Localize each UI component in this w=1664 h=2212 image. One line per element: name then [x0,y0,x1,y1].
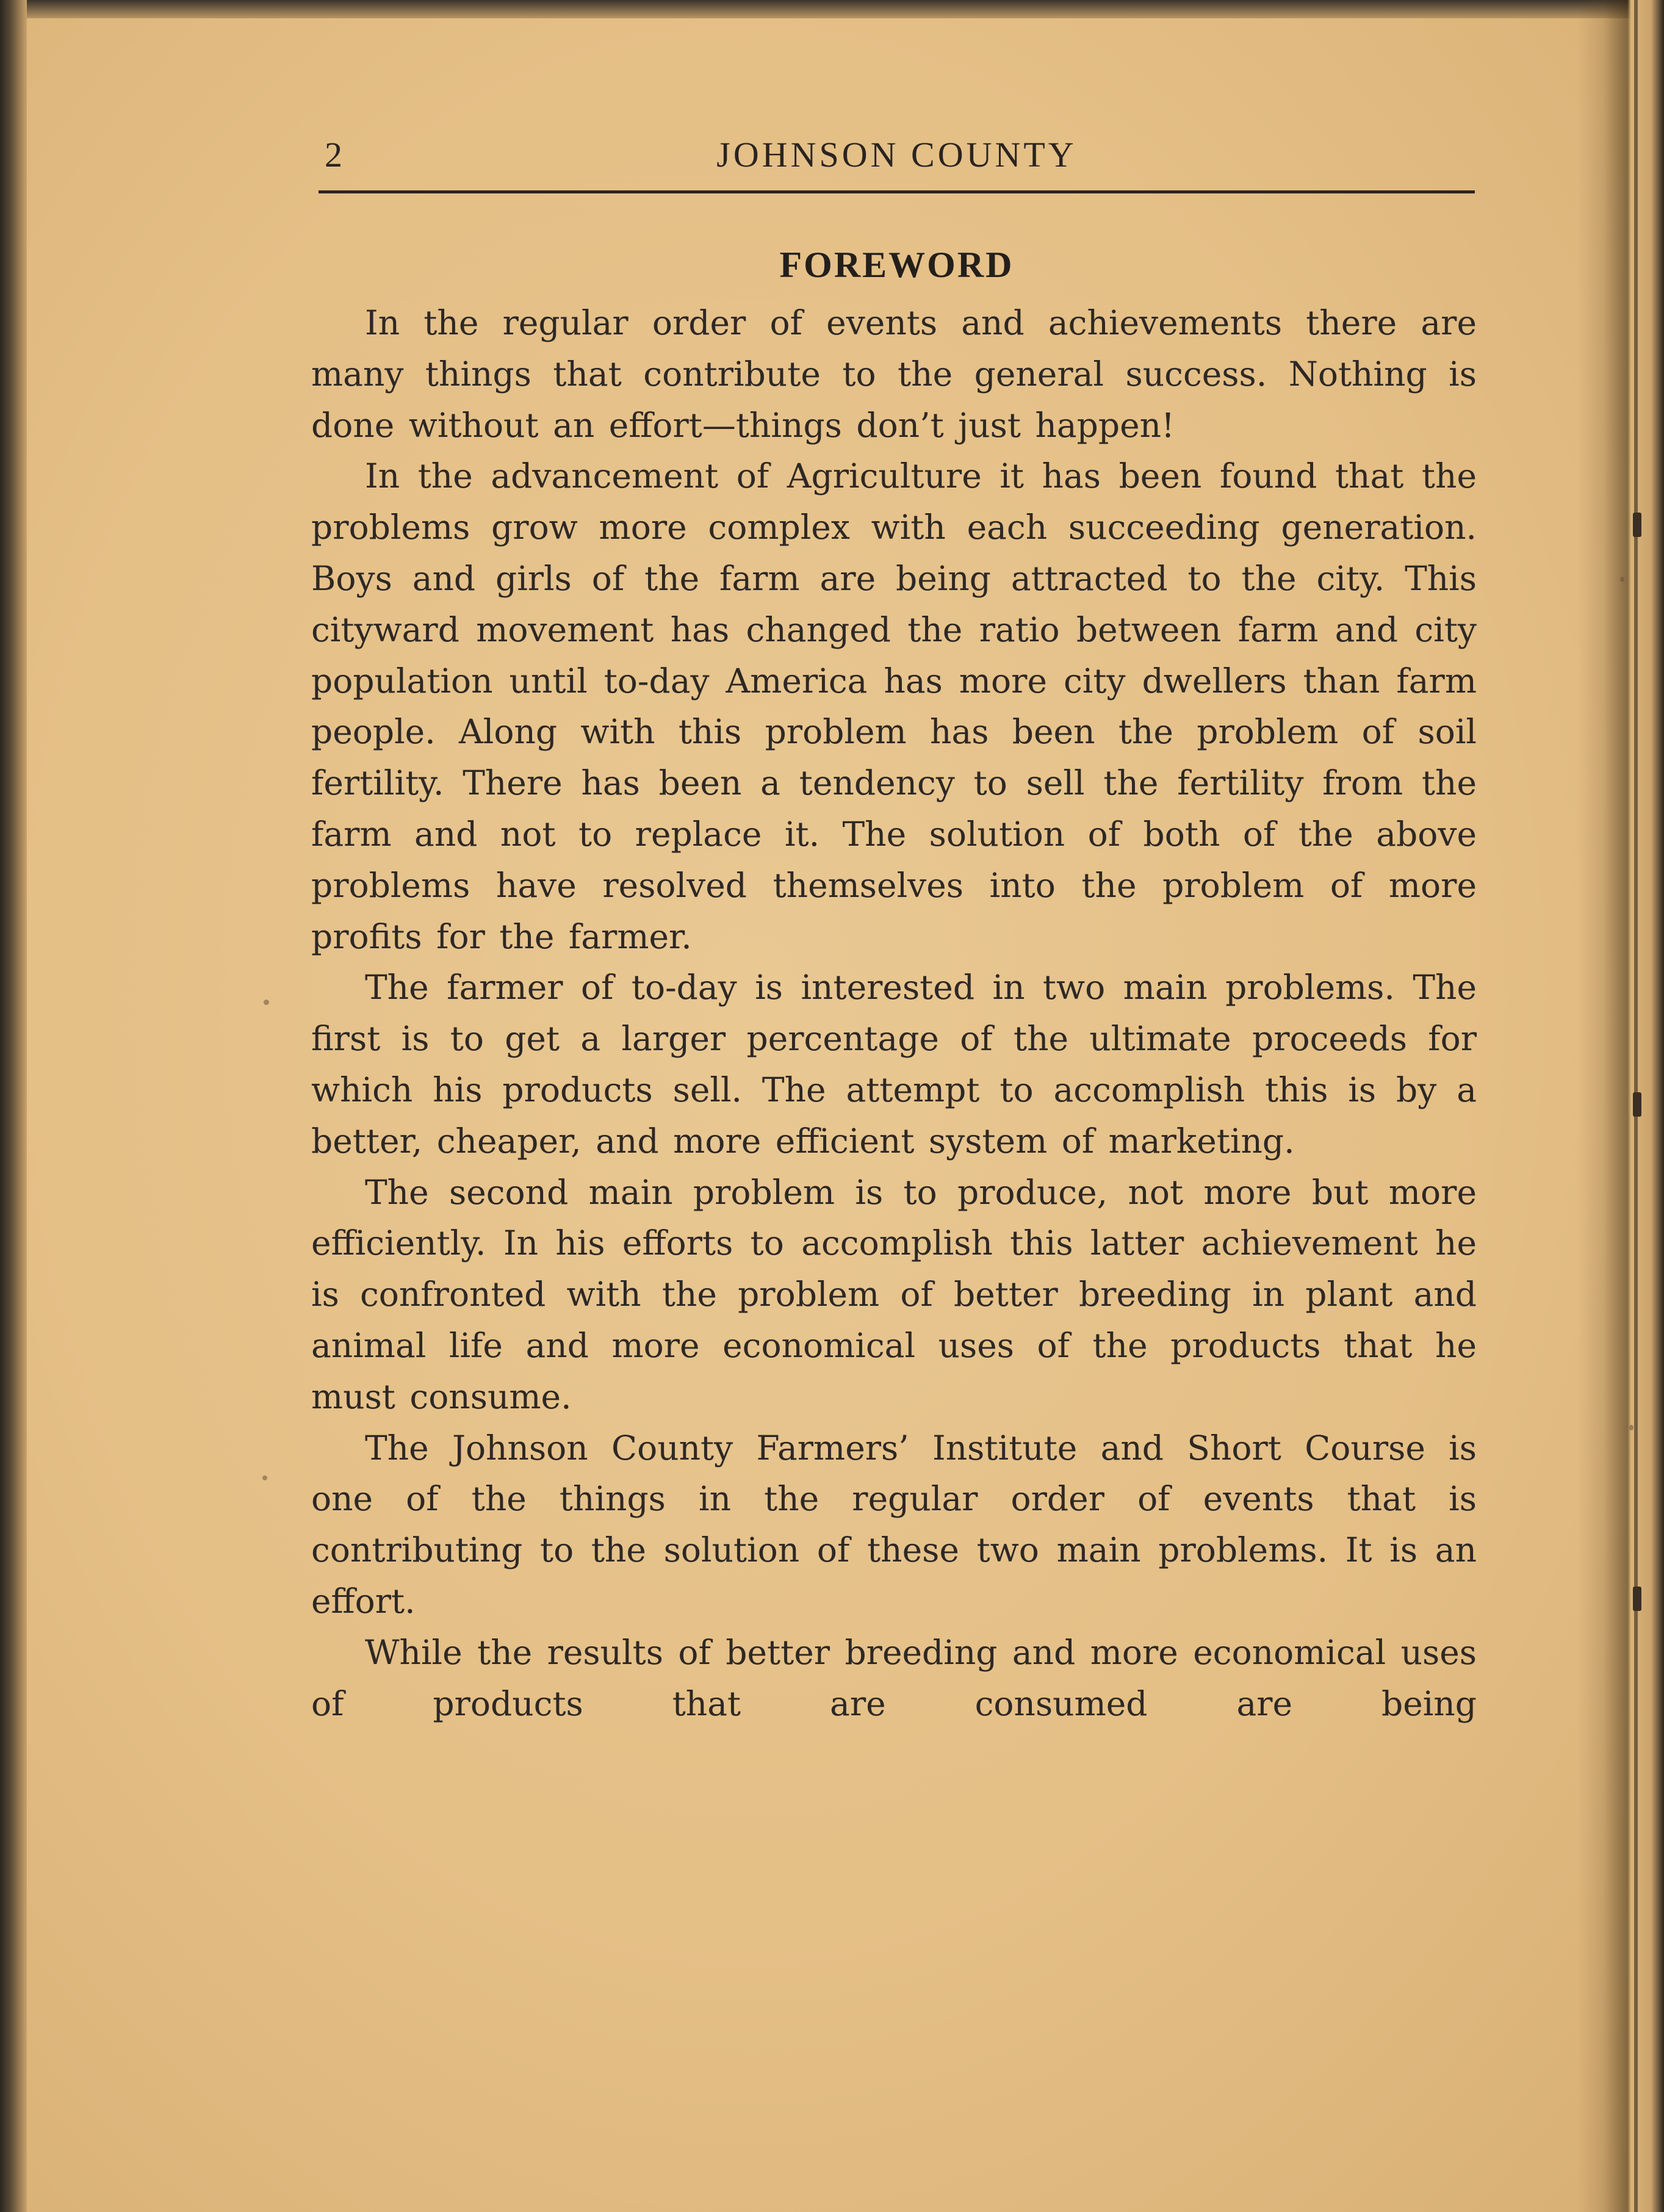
paragraph: The Johnson County Farmers’ Institute and Short Course is one of the things in the regular order of events that is contributing to the solution of these two main problems. It is an effort. [311,1428,1477,1621]
running-head: JOHNSON COUNTY [716,135,1077,175]
paragraph: The second main problem is to produce, not more but more efficiently. In his efforts to accomplish this latter achievement he is confronted with the problem of better breeding in plant and animal life and more economical uses of the products that he must consume. [311,1172,1477,1416]
binding-staple [1633,1092,1641,1117]
paper-speck [1620,577,1624,582]
binding-staple [1633,513,1641,537]
binding-staple [1633,1587,1641,1611]
page-number: 2 [325,135,344,175]
paragraph: In the advancement of Agriculture it has been found that the problems grow more complex with each succeeding generation. Boys and girls of the farm are being attracted to the city. This cityward movement has changed the ratio between farm and city population until to-day America has more city dwellers than farm people. Along with this problem has been the problem of soil fertility. There has been a tendency to sell the fertility from the farm and not to replace it. The solution of both of the above problems have resolved themselves into the problem of more profits for the farmer. [311,456,1477,956]
scan-top-edge [0,0,1664,18]
paragraph: In the regular order of events and achievements there are many things that contribute to the general success. Nothing is done without an effort—things don’t just happen! [311,303,1477,445]
paper-speck [264,1000,269,1005]
paper-speck [262,1475,267,1480]
paper-speck [1629,1425,1633,1430]
header-rule [319,190,1475,193]
paragraph: The farmer of to-day is interested in two main problems. The first is to get a larger percentage of the ultimate proceeds for which his products sell. The attempt to accomplish this is by a better, cheaper, and more efficient system of marketing. [311,968,1477,1161]
paragraph: While the results of better breeding and more economical uses of products that are consumed are being [311,1632,1477,1723]
body-text [311,298,1477,1729]
binding-fold-shadow [1577,0,1664,2212]
page-header [319,134,1475,183]
scan-left-edge [0,0,27,2212]
section-title: FOREWORD [779,245,1014,285]
